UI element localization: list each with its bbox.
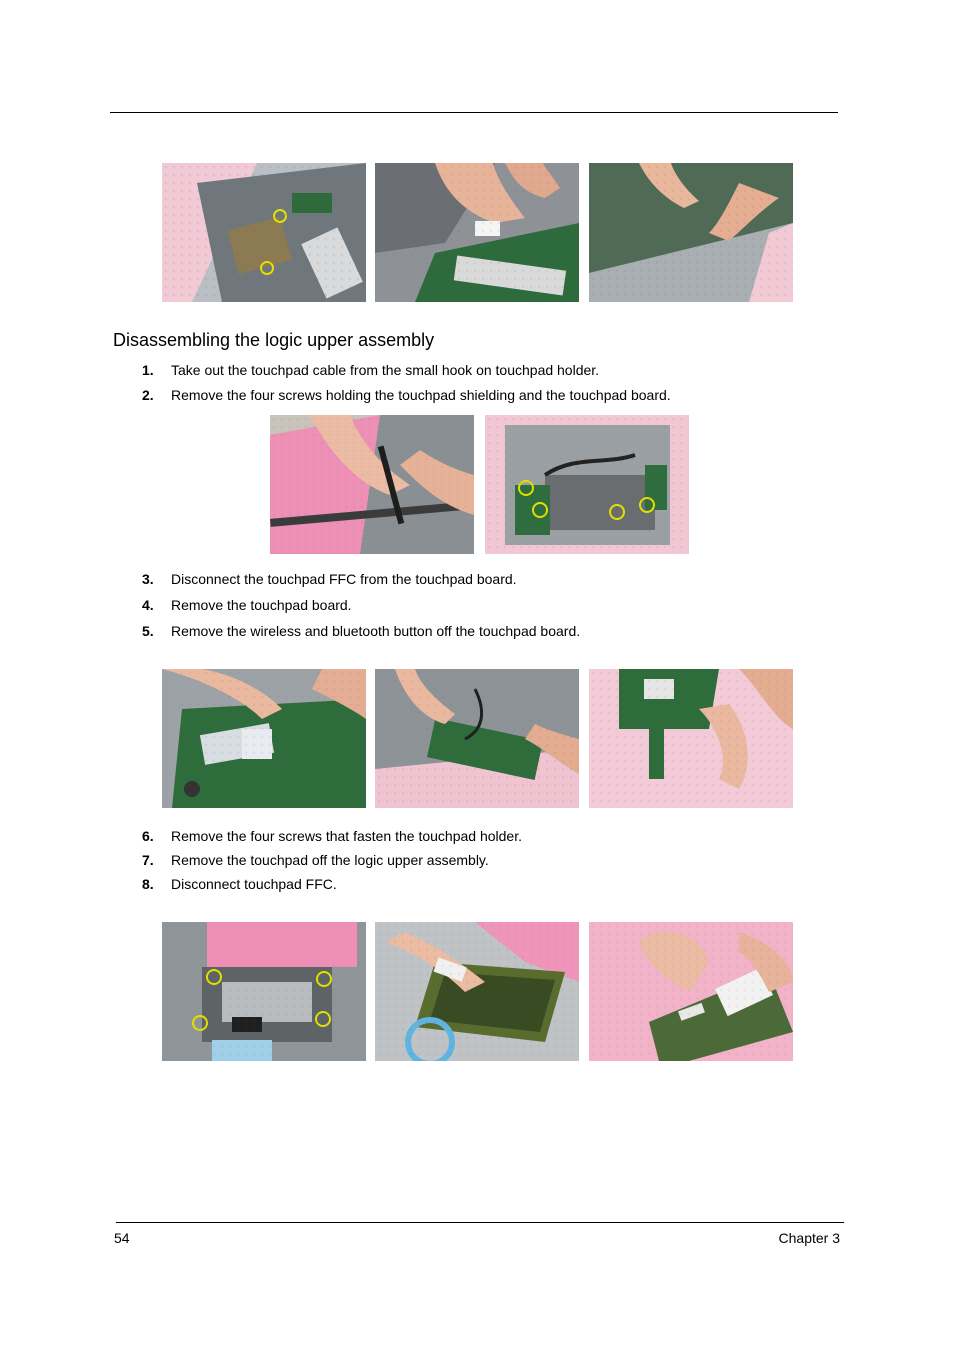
step-item	[142, 361, 599, 379]
photo-row3-2	[375, 669, 579, 808]
photo-row1-1	[162, 163, 366, 302]
step-number: 1.	[142, 362, 154, 378]
photo-row2-2	[485, 415, 689, 554]
photo-row1-2	[375, 163, 579, 302]
step-number: 7.	[142, 852, 154, 868]
step-item	[142, 851, 489, 869]
chapter-label: Chapter 3	[778, 1230, 840, 1246]
step-text: Disconnect touchpad FFC.	[171, 876, 337, 892]
header-rule	[110, 112, 838, 113]
step-number: 6.	[142, 828, 154, 844]
step-item	[142, 622, 580, 640]
photo-row3-3	[589, 669, 793, 808]
footer-rule	[116, 1222, 844, 1223]
step-text: Remove the four screws holding the touchpad shielding and the touchpad board.	[171, 387, 671, 403]
photo-row4-2	[375, 922, 579, 1061]
step-number: 4.	[142, 597, 154, 613]
step-text: Remove the wireless and bluetooth button off the touchpad board.	[171, 623, 581, 639]
step-item	[142, 570, 517, 588]
photo-row4-3	[589, 922, 793, 1061]
page-number: 54	[114, 1230, 130, 1246]
step-item	[142, 875, 337, 893]
step-number: 2.	[142, 387, 154, 403]
step-item	[142, 386, 671, 404]
step-number: 8.	[142, 876, 154, 892]
step-text: Remove the touchpad board.	[171, 597, 352, 613]
step-text: Take out the touchpad cable from the small hook on touchpad holder.	[171, 362, 600, 378]
photo-row3-1	[162, 669, 366, 808]
photo-row4-1	[162, 922, 366, 1061]
step-text: Remove the four screws that fasten the touchpad holder.	[171, 828, 522, 844]
step-number: 5.	[142, 623, 154, 639]
step-text: Disconnect the touchpad FFC from the touchpad board.	[171, 571, 517, 587]
section-title: Disassembling the logic upper assembly	[113, 330, 435, 350]
step-text: Remove the touchpad off the logic upper assembly.	[171, 852, 489, 868]
photo-row2-1	[270, 415, 474, 554]
step-item	[142, 827, 522, 845]
step-number: 3.	[142, 571, 154, 587]
step-item	[142, 596, 352, 614]
photo-row1-3	[589, 163, 793, 302]
